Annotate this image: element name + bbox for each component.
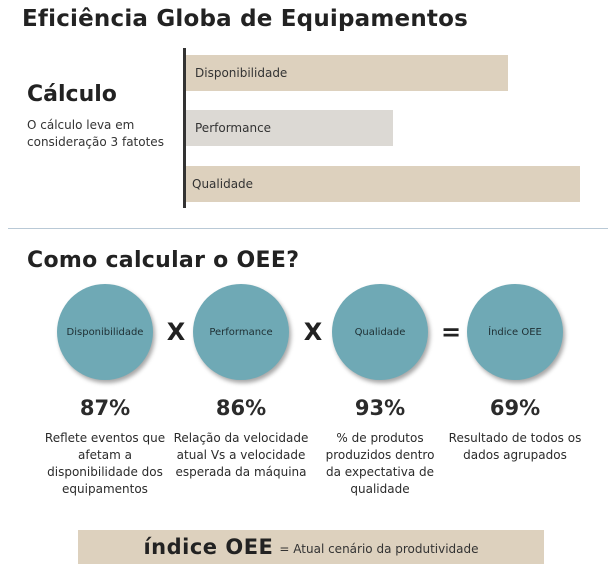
footer-definition: = Atual cenário da produtividade	[279, 542, 479, 556]
factor-description: % de produtos produzidos dentro da expectativa de qualidade	[325, 431, 435, 496]
factor-description: Reflete eventos que afetam a disponibilidade dos equipamentos	[44, 431, 166, 496]
section-divider	[8, 228, 608, 229]
factor-label: Índice OEE	[488, 326, 542, 338]
factor-percent: 87%	[79, 396, 131, 420]
factor-label: Performance	[209, 326, 273, 338]
how-heading: Como calcular o OEE?	[27, 248, 300, 273]
factor-circle-disponibilidade	[57, 284, 153, 380]
calculo-heading: Cálculo	[27, 82, 117, 107]
factor-circle-indice-oee	[467, 284, 563, 380]
bar-label: Performance	[195, 121, 272, 135]
factor-percent: 93%	[354, 396, 406, 420]
bar-qualidade	[186, 166, 580, 202]
footer-banner	[78, 530, 544, 564]
calculo-description: O cálculo leva em consideração 3 fatotes	[27, 118, 164, 149]
factor-label: Qualidade	[354, 326, 406, 338]
multiply-operator: X	[166, 318, 186, 346]
bar-label: Disponibilidade	[195, 66, 288, 80]
bar-performance	[186, 110, 393, 146]
factor-description: Relação da velocidade atual Vs a velocidade esperada da máquina	[173, 431, 309, 479]
footer-term: índice OEE	[143, 535, 274, 559]
factor-percent: 69%	[489, 396, 541, 420]
factor-description: Resultado de todos os dados agrupados	[448, 431, 582, 462]
factor-circle-performance	[193, 284, 289, 380]
bar-disponibilidade	[186, 55, 508, 91]
page-title: Eficiência Globa de Equipamentos	[22, 6, 469, 32]
equals-operator: =	[440, 318, 462, 346]
factor-percent: 86%	[215, 396, 267, 420]
bar-label: Qualidade	[192, 177, 254, 191]
multiply-operator: X	[303, 318, 323, 346]
factor-circle-qualidade	[332, 284, 428, 380]
factor-label: Disponibilidade	[66, 326, 144, 338]
